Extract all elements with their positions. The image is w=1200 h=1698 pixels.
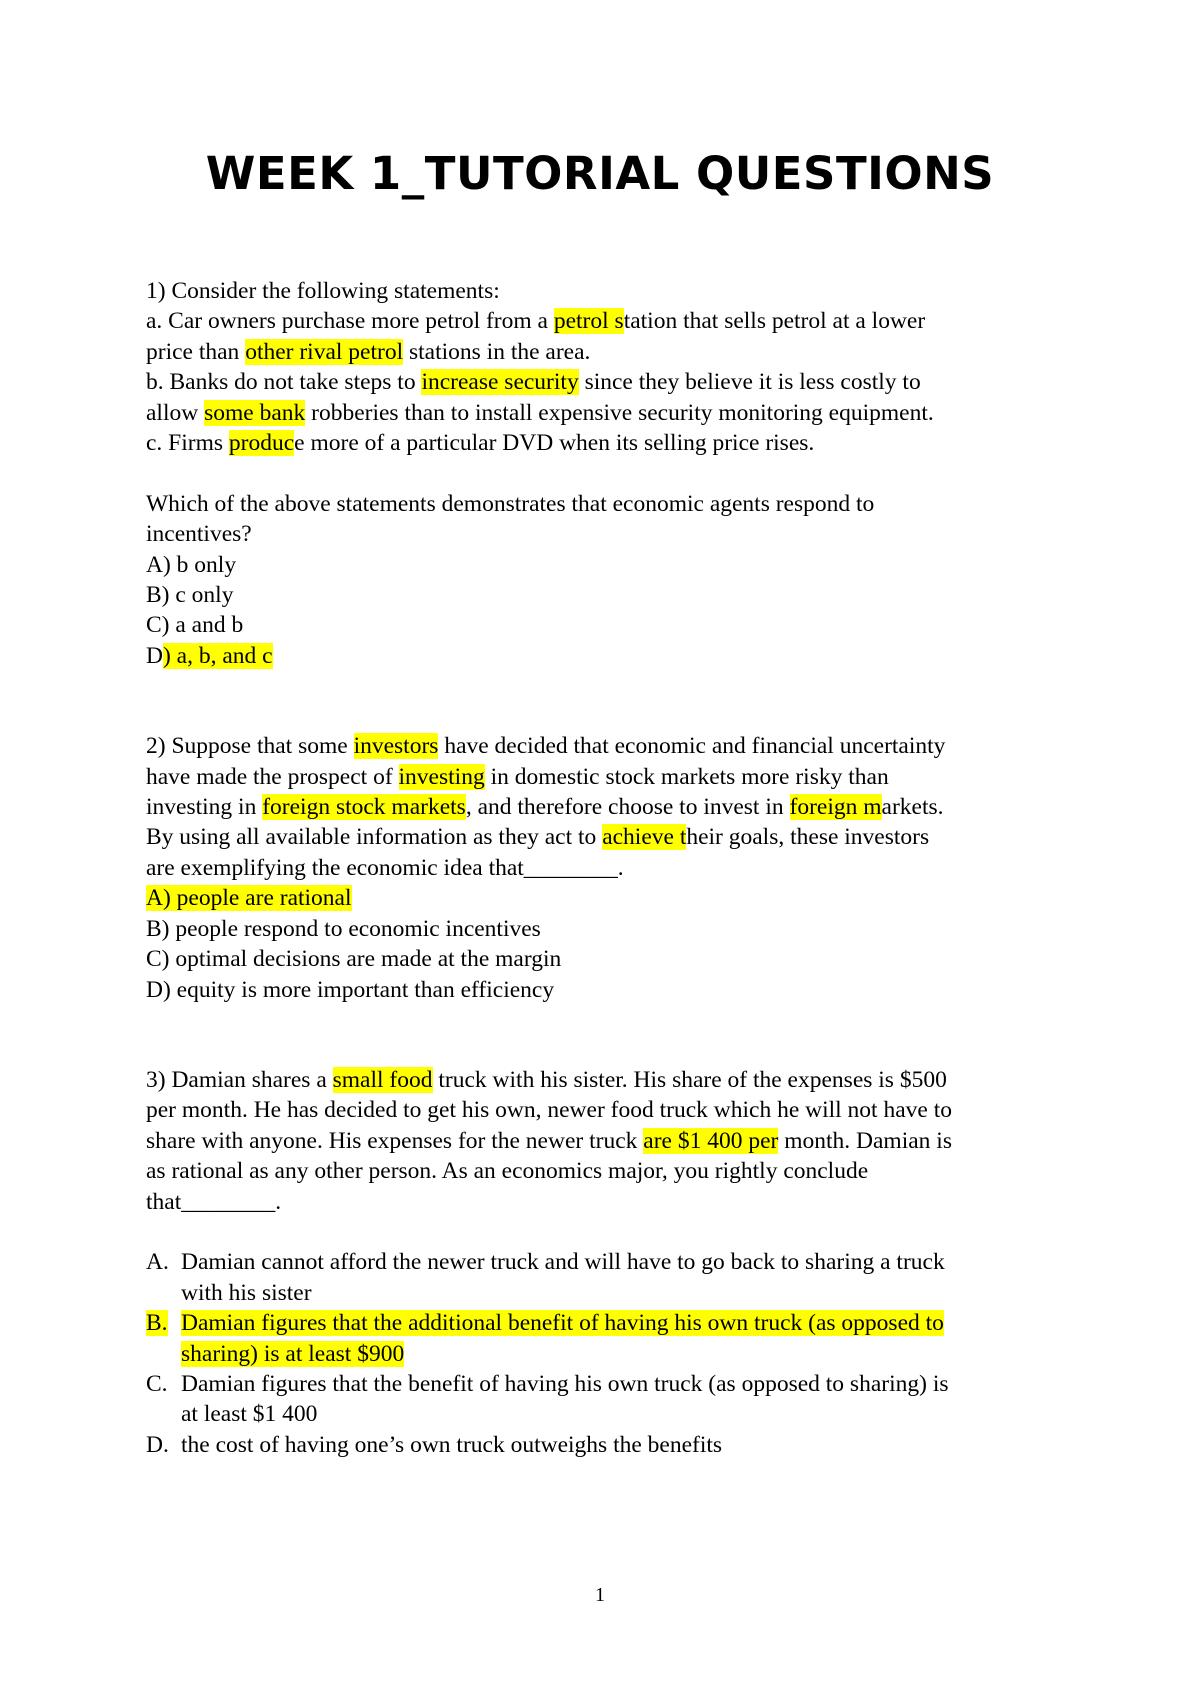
page-title: WEEK 1_TUTORIAL QUESTIONS	[205, 147, 995, 200]
text-run: truck with his sister. His share of the expenses is $500	[432, 1066, 947, 1093]
option-text	[181, 1369, 1066, 1430]
q1-statement-b-line2	[146, 398, 1066, 428]
highlight: Damian figures that the additional benefit of having his own truck (as opposed to	[181, 1310, 944, 1337]
text-run: allow	[146, 399, 205, 426]
q2-line4	[146, 822, 1066, 852]
q3-option-b	[146, 1308, 1066, 1369]
q2-line2	[146, 762, 1066, 792]
spacer	[146, 1005, 1066, 1065]
highlight: investors	[353, 733, 439, 760]
highlight: sharing) is at least $900	[181, 1340, 405, 1367]
spacer	[146, 671, 1066, 731]
q3-line4: as rational as any other person. As an economics major, you rightly conclude	[146, 1158, 869, 1185]
q1-statement-b-line1	[146, 367, 1066, 397]
q3-line5: that________.	[146, 1188, 282, 1215]
highlight: are $1 400 per	[643, 1127, 779, 1154]
option-text	[181, 1430, 1066, 1460]
text-run: , and therefore choose to invest in	[465, 794, 790, 821]
q3-line3	[146, 1126, 1066, 1156]
q1-option-a: A) b only	[146, 551, 237, 578]
text-run: 3) Damian shares a	[146, 1066, 333, 1093]
q1-statement-a-line2	[146, 337, 1066, 367]
q2-option-b: B) people respond to economic incentives	[146, 915, 541, 942]
highlight: small food	[332, 1066, 433, 1093]
document-body	[146, 276, 1066, 1460]
text-run: have made the prospect of	[146, 763, 399, 790]
option-letter: C.	[146, 1370, 168, 1397]
text-run: stations in the area.	[403, 338, 591, 365]
text-run: investing in	[146, 794, 263, 821]
q1-statement-c	[146, 428, 1066, 458]
q3-option-c	[146, 1369, 1066, 1430]
highlight: increase security	[421, 369, 579, 396]
text-run: month. Damian is	[778, 1127, 952, 1154]
text-run: e more of a particular DVD when its selling price rises.	[294, 430, 815, 457]
text-run: price than	[146, 338, 246, 365]
text-run: since they believe it is less costly to	[578, 369, 921, 396]
q3-line2: per month. He has decided to get his own, newer food truck which he will not have to	[146, 1097, 952, 1124]
q3-option-d	[146, 1430, 1066, 1460]
highlight: foreign m	[789, 794, 882, 821]
highlight: A) people are rational	[146, 885, 352, 912]
q1-option-b: B) c only	[146, 582, 234, 609]
text-run: 2) Suppose that some	[146, 733, 354, 760]
text-run: the cost of having one’s own truck outweighs the benefits	[181, 1431, 723, 1458]
highlight: petrol s	[553, 308, 624, 335]
text-run: share with anyone. His expenses for the newer truck	[146, 1127, 644, 1154]
option-text	[181, 1247, 1066, 1308]
option-letter	[146, 1308, 181, 1369]
spacer	[146, 458, 1066, 488]
q1-question-line1: Which of the above statements demonstrates that economic agents respond to	[146, 490, 875, 517]
page-number: 1	[595, 1584, 605, 1606]
highlight: other rival petrol	[245, 338, 404, 365]
text-run: c. Firms	[146, 430, 229, 457]
text-run: D	[146, 642, 163, 669]
text-run	[181, 1339, 1066, 1369]
option-text	[181, 1308, 1066, 1369]
question-1	[146, 276, 1066, 671]
q2-option-a	[146, 883, 1066, 913]
text-run: arkets.	[881, 794, 944, 821]
q3-option-a	[146, 1247, 1066, 1308]
text-run: in domestic stock markets more risky than	[484, 763, 889, 790]
text-run	[181, 1308, 1066, 1338]
text-run: robberies than to install expensive security monitoring equipment.	[305, 399, 934, 426]
text-run: tation that sells petrol at a lower	[623, 308, 926, 335]
text-run: a. Car owners purchase more petrol from a	[146, 308, 554, 335]
q2-line1	[146, 731, 1066, 761]
highlight: foreign stock markets	[262, 794, 466, 821]
text-run: By using all available information as they act to	[146, 824, 603, 851]
q2-option-c: C) optimal decisions are made at the margin	[146, 946, 562, 973]
q2-option-d: D) equity is more important than efficiency	[146, 976, 555, 1003]
highlight: produc	[228, 430, 295, 457]
text-run: Damian cannot afford the newer truck and will have to go back to sharing a truck	[181, 1249, 945, 1276]
highlight: some bank	[204, 399, 306, 426]
text-run: have decided that economic and financial uncertainty	[438, 733, 946, 760]
spacer	[146, 1217, 1066, 1247]
highlight: ) a, b, and c	[162, 642, 273, 669]
q2-line3	[146, 792, 1066, 822]
highlight: investing	[398, 763, 485, 790]
q1-option-d	[146, 641, 1066, 671]
question-2	[146, 731, 1066, 1005]
question-3	[146, 1065, 1066, 1460]
q1-intro: 1) Consider the following statements:	[146, 278, 500, 304]
text-run: heir goals, these investors	[686, 824, 930, 851]
q1-option-c: C) a and b	[146, 612, 244, 639]
highlight: achieve t	[602, 824, 687, 851]
q1-question-line2: incentives?	[146, 521, 252, 548]
option-letter: D.	[146, 1431, 169, 1458]
q2-line5: are exemplifying the economic idea that________.	[146, 854, 624, 881]
text-run: b. Banks do not take steps to	[146, 369, 422, 396]
q3-line1	[146, 1065, 1066, 1095]
text-run: at least $1 400	[181, 1401, 318, 1428]
q1-statement-a-line1	[146, 306, 1066, 336]
text-run: with his sister	[181, 1279, 312, 1306]
highlight: B.	[146, 1310, 168, 1337]
option-letter: A.	[146, 1249, 169, 1276]
text-run: Damian figures that the benefit of having his own truck (as opposed to sharing) is	[181, 1370, 949, 1397]
